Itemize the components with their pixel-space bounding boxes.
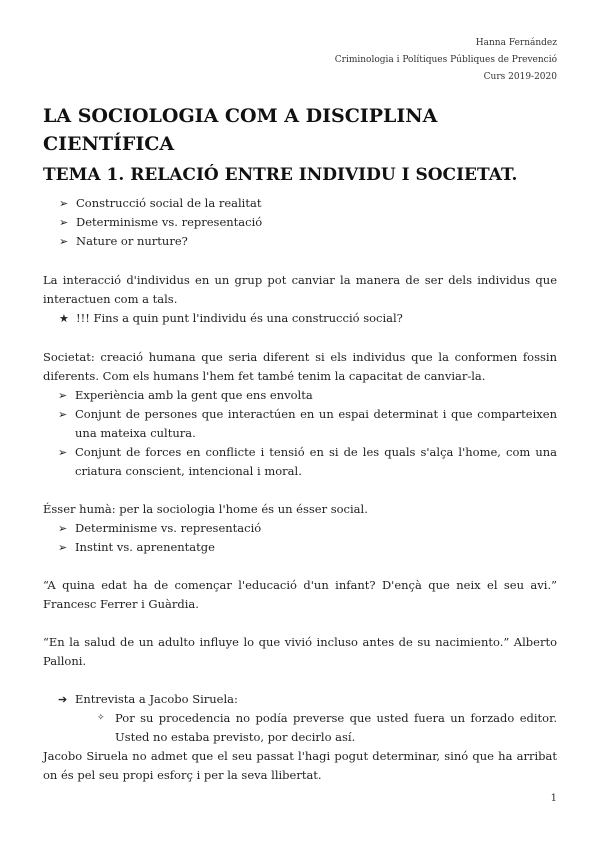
list-item: ➢ Determinisme vs. representació	[43, 213, 557, 232]
list-item: ➢ Conjunt de forces en conflicte i tensió en si de les quals s'alça l'home, com una criatura conscient, intencional i moral.	[58, 445, 557, 478]
header-year: Curs 2019-2020	[483, 72, 557, 82]
page-header	[335, 35, 557, 86]
list-item: ➢ Construcció social de la realitat	[43, 194, 557, 213]
header-author: Hanna Fernández	[475, 38, 557, 48]
societat-list	[43, 386, 557, 481]
quote-palloni: “En la salud de un adulto influye lo que vivió incluso antes de su nacimiento.” Alberto Palloni.	[43, 635, 557, 668]
list-item: ➔ Entrevista a Jacobo Siruela:	[43, 690, 557, 709]
interview-list	[43, 690, 557, 709]
list-item: ➢ Determinisme vs. representació	[43, 519, 557, 538]
paragraph-siruela: Jacobo Siruela no admet que el seu passat l'hagi pogut determinar, sinó que ha arribat on és pel seu propi esforç i per la seva llibertat.	[43, 749, 557, 782]
arrowhead-bullet-icon: ➢	[59, 216, 69, 229]
diamond-bullet-icon: ✧	[97, 713, 105, 723]
arrowhead-bullet-icon: ➢	[59, 197, 69, 210]
list-item: ➢ Conjunt de persones que interactúen en un espai determinat i que comparteixen una mateixa cultura.	[58, 407, 557, 440]
arrowhead-bullet-icon: ➢	[58, 389, 68, 402]
paragraph-interaccio: La interacció d'individus en un grup pot canviar la manera de ser dels individus que interactuen com a tals.	[43, 273, 557, 306]
arrowhead-bullet-icon: ➢	[58, 541, 68, 554]
esser-list	[43, 519, 557, 557]
topics-list	[43, 194, 557, 251]
list-item: ✧ Por su procedencia no podía preverse que usted fuera un forzado editor. Usted no estaba previsto, por decirlo así.	[97, 711, 557, 744]
list-item: ➢ Instint vs. aprenentatge	[43, 538, 557, 557]
section-title: TEMA 1. RELACIÓ ENTRE INDIVIDU I SOCIETAT.	[43, 165, 518, 185]
star-bullet-icon: ★	[59, 312, 69, 325]
star-list	[43, 309, 557, 328]
arrowhead-bullet-icon: ➢	[58, 522, 68, 535]
document-title: LA SOCIOLOGIA COM A DISCIPLINA CIENTÍFICA	[43, 105, 438, 155]
interview-sublist	[43, 709, 557, 747]
page-content	[43, 102, 557, 785]
list-item: ➢ Nature or nurture?	[43, 232, 557, 251]
paragraph-societat: Societat: creació humana que seria diferent si els individus que la conformen fossin diferents. Com els humans l'hem fet també tenim la capacitat de canviar-la.	[43, 350, 557, 383]
page-number: 1	[550, 793, 557, 804]
header-course: Criminologia i Polítiques Públiques de Prevenció	[334, 55, 557, 65]
list-item: ★ !!! Fins a quin punt l'individu és una construcció social?	[43, 309, 557, 328]
quote-ferrer: “A quina edat ha de començar l'educació d'un infant? D'ençà que neix el seu avi.” Francesc Ferrer i Guàrdia.	[43, 578, 557, 611]
arrow-bullet-icon: ➔	[58, 693, 68, 706]
arrowhead-bullet-icon: ➢	[58, 408, 68, 421]
arrowhead-bullet-icon: ➢	[59, 235, 69, 248]
paragraph-esser-huma: Ésser humà: per la sociologia l'home és un ésser social.	[43, 502, 368, 516]
arrowhead-bullet-icon: ➢	[58, 446, 68, 459]
list-item: ➢ Experiència amb la gent que ens envolta	[43, 386, 557, 405]
